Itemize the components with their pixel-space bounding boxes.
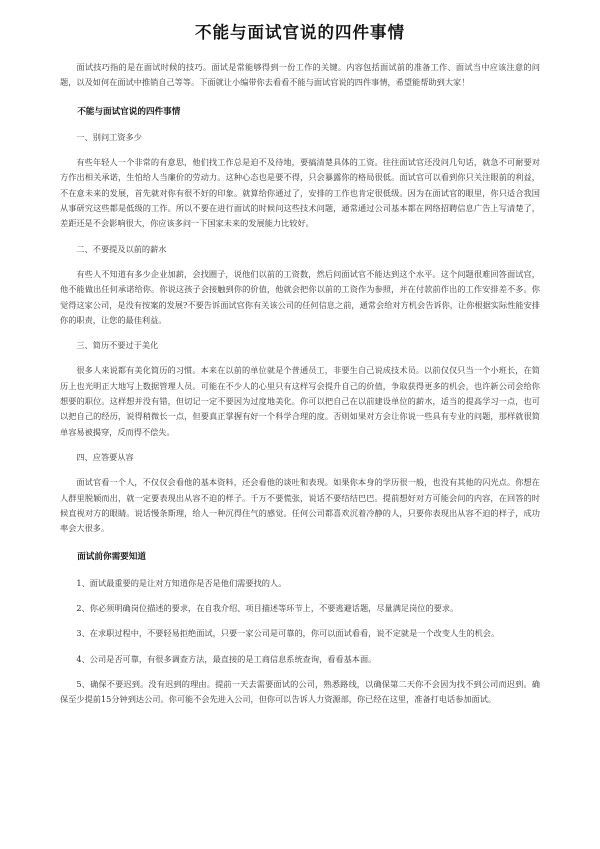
subsection-heading: 二、不要提及以前的薪水 bbox=[76, 243, 167, 254]
list-item: 4、公司是否可靠，有很多调查方法，最直接的是工商信息系统查询，看看基本面。 bbox=[76, 653, 377, 664]
subsection-body: 有些人不知道有多少企业加薪，会找圈子，说他们以前的工资数，然后问面试官不能达到这个水平。这个问题很难回答面试官，他不能做出任何承诺给你。你说这孩子会接触到你的价值，他就会把你以前的工资作为参照，并在付款前作出的工作安排差不多。你觉得这家公司，是没有按案的发展?不要告诉面试官你有关该公司的任何信息之前，通常会给对方机会告诉你，让你根据实际性能安排你的职责，让您的最佳利益。 bbox=[60, 268, 540, 325]
list-item: 2、你必须明确岗位描述的要求，在自我介绍、项目描述等环节上，不要逃避话题，尽量满足岗位的要求。 bbox=[76, 603, 459, 614]
section1-heading: 不能与面试官说的四件事情 bbox=[77, 106, 181, 117]
subsection-body: 有些年轻人一个非常的有意思，他们找工作总是迫不及待地，要搞清楚具体的工资。往往面试官还没问几句话，就急不可耐要对方作出相关承诺，生怕给人当廉价的劳动力。这种心态也是要不得，只会暴露你的格局很低。面试官可以看到你只关注眼前的利益，不在意未来的发展，首先就对你有很不好的印象。就算给你通过了，安排的工作也肯定很低级。因为在面试官的眼里，你只适合我国从事研究这些都是低级的工作。所以不要在进行面试的时候问这些技术问题，通常通过公司基本都在网络招聘信息广告上写清楚了，差距还是不会影响很大，你应该多问一下国家未来的发展能力比较好。 bbox=[60, 157, 540, 229]
subsection-heading: 四、应答要从容 bbox=[76, 451, 134, 462]
subsection-heading: 三、简历不要过于美化 bbox=[76, 340, 159, 351]
subsection-body: 很多人来说都有美化简历的习惯。本来在以前的单位就是个普通员工，非要生自己说成技术员。以前仅仅只当一个小班长，在简历上也光明正大地写上数据管理人员。可能在不少人的心里只有这样写会提升自己的价值，争取获得更多的机会，也许新公司会给你想要的职位。这样想并没有错，但切记一定不要因为过度地美化。你可以把自己在以前建设单位的薪水，适当的提高学习一点，也可以把自己的经历，说得稍微长一点，但要真正掌握有好一个科学合理的度。否则如果对方会让你说一些具有专业的问题，那样就很简单容易被揭穿，反而得不偿失。 bbox=[60, 365, 540, 437]
list-item: 5、确保不要迟到。没有迟到的理由。提前一天去需要面试的公司，熟悉路线，以确保第二天你不会因为找不到公司而迟到。确保至少提前15分钟到达公司。你可能不会先进入公司，但你可以告诉人力资源部，你已经在这里，准备打电话参加面试。 bbox=[60, 678, 540, 705]
list-item: 3、在求职过程中，不要轻易拒绝面试，只要一家公司是可靠的，你可以面试看看，说不定就是一个改变人生的机会。 bbox=[76, 628, 500, 639]
subsection-heading: 一、别问工资多少 bbox=[76, 131, 142, 142]
list-item: 1、面试最重要的是让对方知道你是否是他们需要找的人。 bbox=[76, 577, 287, 588]
subsection-body: 面试官看一个人，不仅仅会看他的基本资料，还会看他的谈吐和表现。如果你本身的学历很一般，也没有其他的闪光点。你想在人群里脱颖而出，就一定要表现出从容不迫的样子。千万不要慌张，说话不要结结巴巴。提前想好对方可能会问的内容，在回答的时候直视对方的眼睛。说话慢条斯理，给人一种沉得住气的感觉。任何公司都喜欢沉着冷静的人，只要你表现出从容不迫的样子，成功率会大很多。 bbox=[60, 477, 540, 534]
page-title: 不能与面试官说的四件事情 bbox=[195, 23, 405, 42]
section2-heading: 面试前你需要知道 bbox=[77, 552, 146, 563]
intro-paragraph: 面试技巧指的是在面试时候的技巧。面试是常能够得到一份工作的关键。内容包括面试前的准备工作、面试当中应该注意的问题，以及如何在面试中推销自己等等。下面就让小编带你去看看不能与面试官说的四件事情，希望能帮助到大家！ bbox=[60, 62, 540, 88]
